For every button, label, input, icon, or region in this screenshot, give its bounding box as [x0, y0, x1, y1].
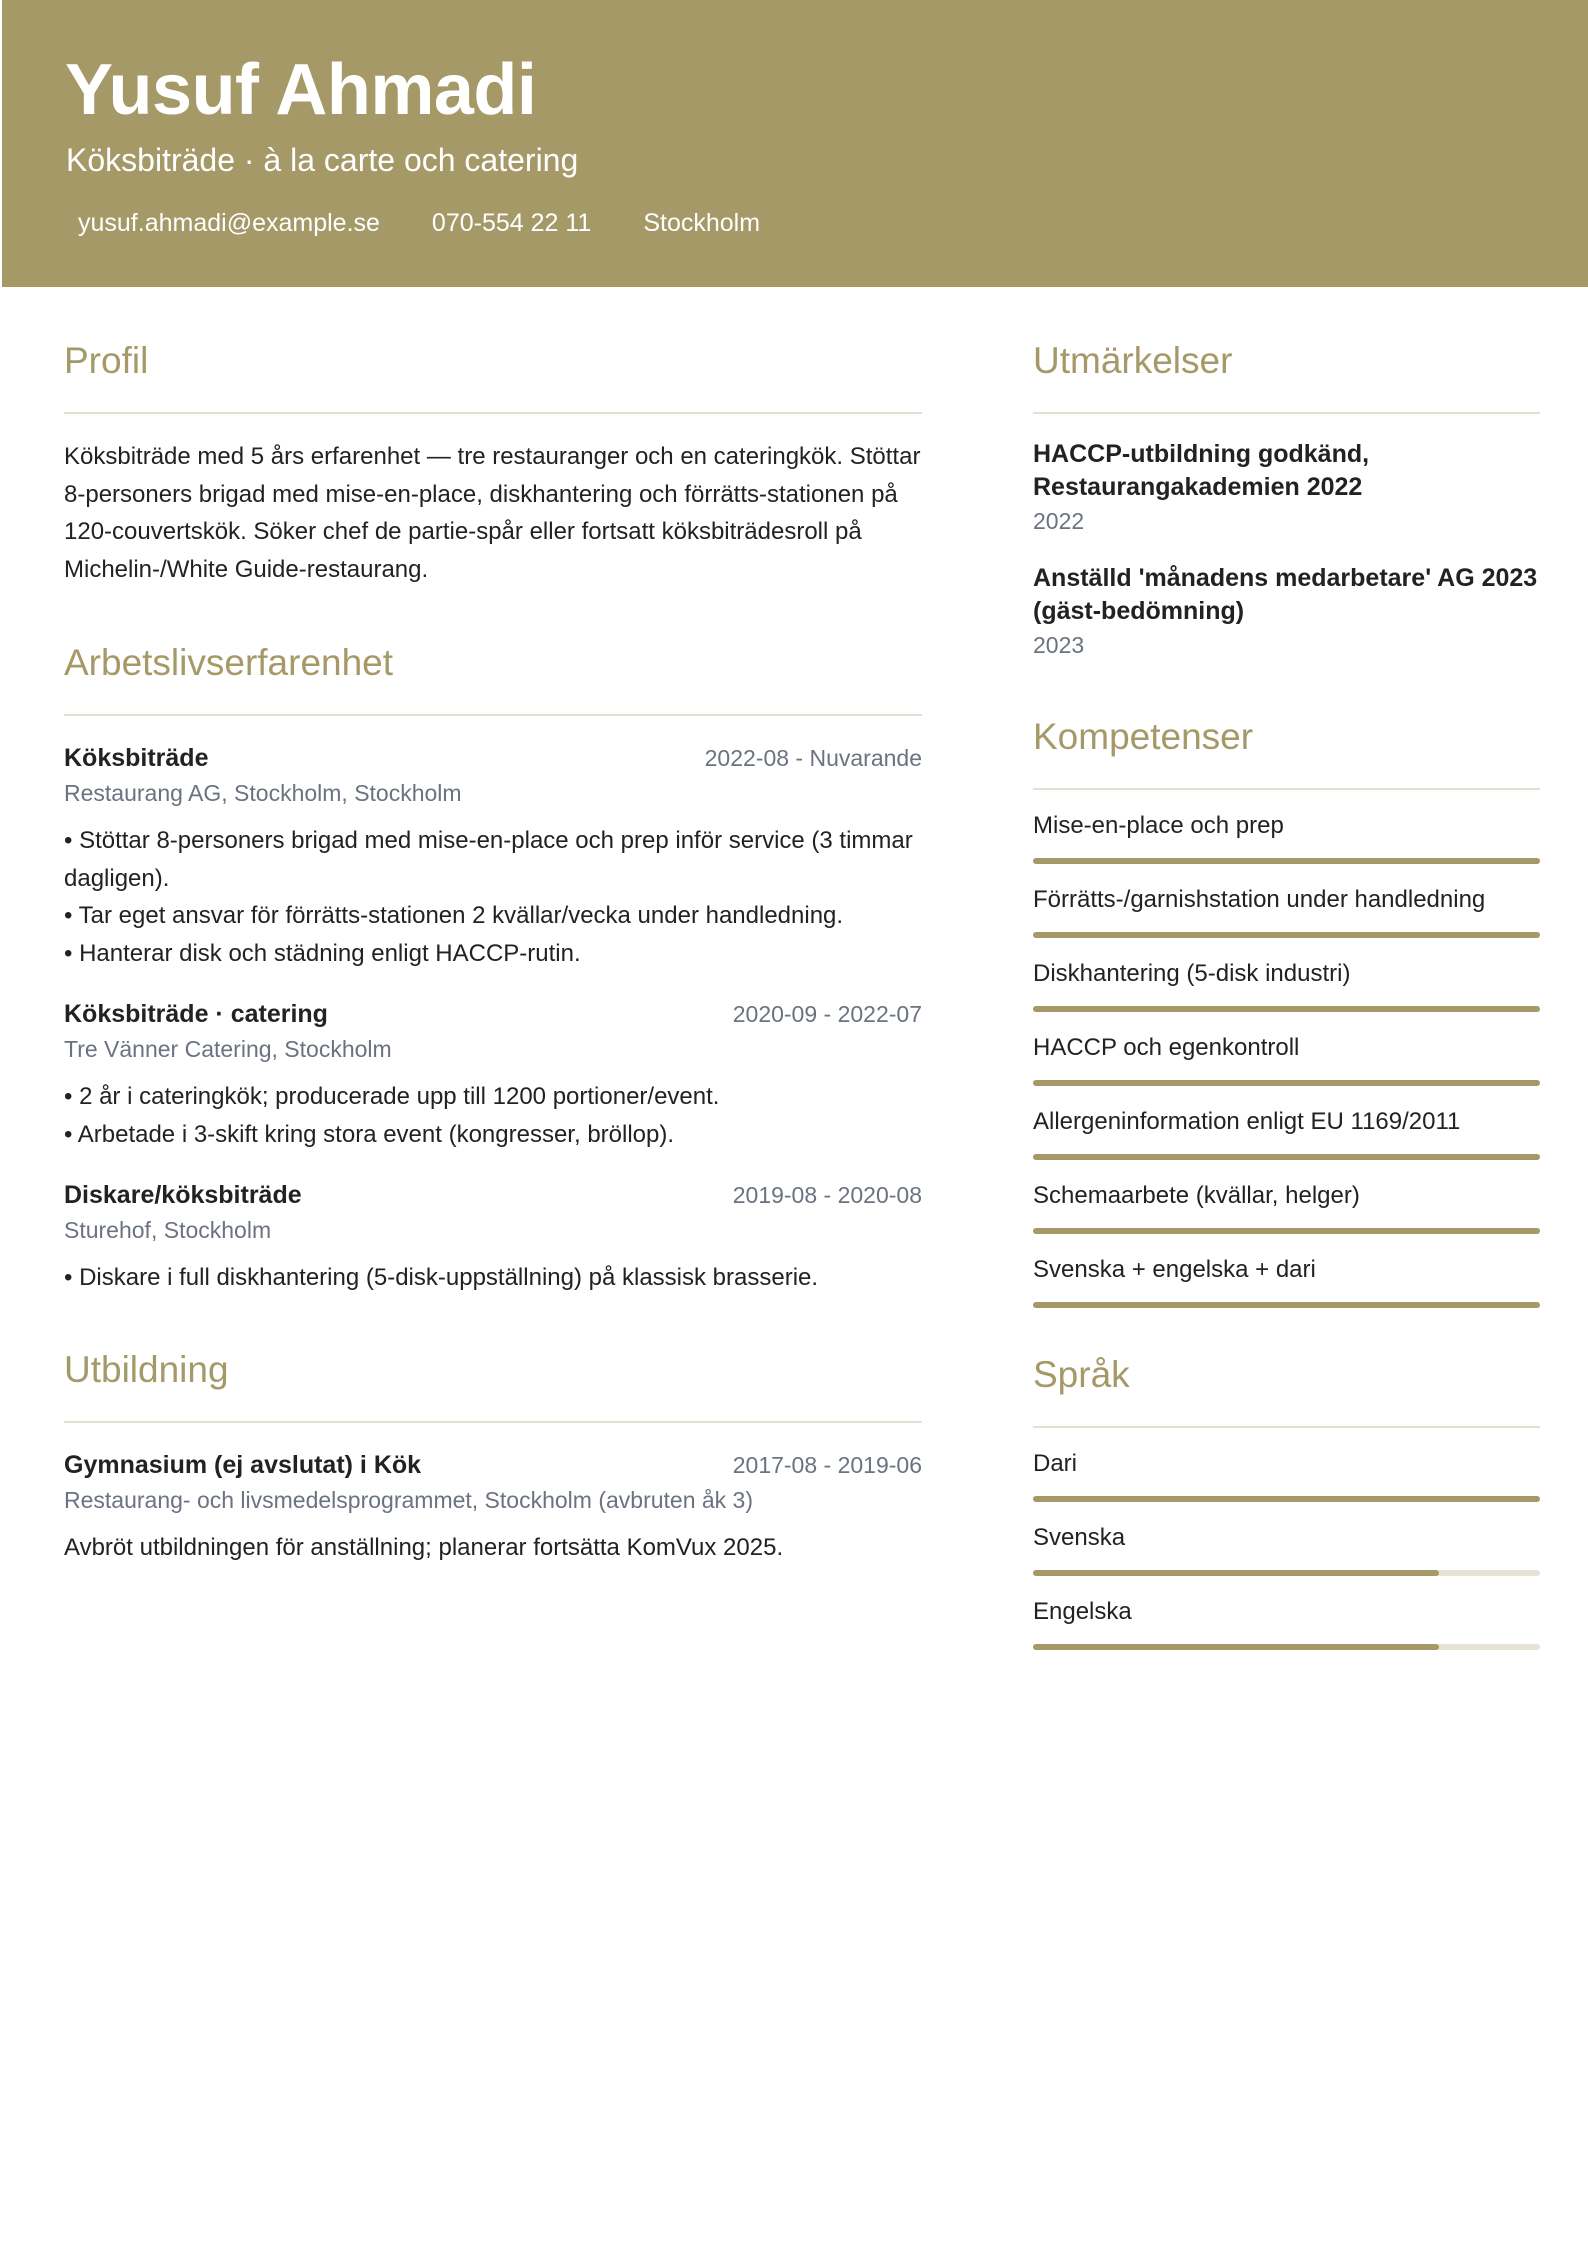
language-item	[1033, 1592, 1540, 1650]
language-level-track	[1033, 1570, 1540, 1576]
section-title-profile: Profil	[64, 340, 149, 381]
skill-level-track	[1033, 1302, 1540, 1308]
job-bullet: • Hanterar disk och städning enligt HACCP-rutin.	[64, 939, 581, 967]
skill-item	[1033, 806, 1540, 864]
skills-list	[1033, 806, 1540, 1308]
award-title: Anställd 'månadens medarbetare' AG 2023 (gäst-bedömning)	[1033, 564, 1538, 625]
section-title-skills: Kompetenser	[1033, 716, 1254, 757]
skill-label: Svenska + engelska + dari	[1033, 1256, 1316, 1283]
skills-section	[1033, 706, 1540, 1308]
skill-label: Mise-en-place och prep	[1033, 812, 1284, 839]
job-bullet: • Diskare i full diskhantering (5-disk-uppställning) på klassisk brasserie.	[64, 1264, 819, 1291]
skill-item	[1033, 1102, 1540, 1160]
skill-level-track	[1033, 1080, 1540, 1086]
job-employer: Restaurang AG, Stockholm, Stockholm	[64, 780, 462, 806]
languages-list	[1033, 1444, 1540, 1650]
job-title: Diskare/köksbiträde	[64, 1181, 302, 1209]
skill-level-track	[1033, 932, 1540, 938]
candidate-headline: Köksbiträde · à la carte och catering	[66, 142, 579, 178]
award-year: 2023	[1033, 632, 1085, 658]
section-divider	[64, 1421, 922, 1423]
skill-level-fill	[1033, 1302, 1540, 1308]
job-bullet: • Arbetade i 3-skift kring stora event (kongresser, bröllop).	[64, 1120, 675, 1148]
award-item	[1033, 562, 1540, 662]
languages-section	[1033, 1344, 1540, 1650]
skill-level-fill	[1033, 1080, 1540, 1086]
section-divider	[64, 714, 922, 716]
contact-phone: 070-554 22 11	[431, 209, 592, 237]
education-school: Restaurang- och livsmedelsprogrammet, Stockholm (avbruten åk 3)	[64, 1486, 754, 1513]
main-column	[64, 330, 922, 1566]
section-divider	[1033, 788, 1540, 790]
experience-section	[64, 632, 922, 1297]
skill-level-fill	[1033, 932, 1540, 938]
job-bullets	[64, 822, 922, 972]
section-title-experience: Arbetslivserfarenhet	[64, 642, 394, 683]
education-section	[64, 1339, 922, 1567]
language-item	[1033, 1444, 1540, 1502]
award-title: HACCP-utbildning godkänd, Restaurangakademien 2022	[1033, 440, 1370, 501]
award-item	[1033, 438, 1540, 538]
skill-level-track	[1033, 1154, 1540, 1160]
education-title: Gymnasium (ej avslutat) i Kök	[64, 1450, 422, 1479]
skill-level-fill	[1033, 1228, 1540, 1234]
section-divider	[1033, 412, 1540, 414]
skill-item	[1033, 954, 1540, 1012]
experience-entry	[64, 740, 922, 972]
skill-label: Allergeninformation enligt EU 1169/2011	[1033, 1108, 1461, 1135]
language-level-track	[1033, 1644, 1540, 1650]
language-level-fill	[1033, 1570, 1439, 1576]
award-year: 2022	[1033, 508, 1085, 534]
profile-summary: Köksbiträde med 5 års erfarenhet — tre restauranger och en cateringkök. Stöttar 8-personers brigad med mise-en-place, diskhantering och förrätts-stationen på 120-couvertskök. Söker chef de partie-spår eller fortsatt köksbiträdesroll på Michelin-/White Guide-restaurang.	[64, 443, 921, 583]
language-level-fill	[1033, 1496, 1540, 1502]
skill-level-fill	[1033, 1154, 1540, 1160]
experience-entry	[64, 996, 922, 1153]
resume-header	[2, 0, 1588, 287]
section-divider	[64, 412, 922, 414]
skill-level-track	[1033, 858, 1540, 864]
section-title-awards: Utmärkelser	[1033, 340, 1233, 381]
job-bullet: • Tar eget ansvar för förrätts-stationen 2 kvällar/vecka under handledning.	[64, 902, 844, 929]
language-level-track	[1033, 1496, 1540, 1502]
education-entry	[64, 1447, 922, 1567]
job-bullets	[64, 1259, 922, 1297]
language-label: Dari	[1033, 1450, 1078, 1477]
skill-label: Diskhantering (5-disk industri)	[1033, 960, 1351, 987]
contact-row	[78, 206, 760, 240]
section-divider	[1033, 1426, 1540, 1428]
section-title-languages: Språk	[1033, 1354, 1130, 1395]
profile-section	[64, 330, 922, 588]
skill-level-track	[1033, 1228, 1540, 1234]
job-employer: Sturehof, Stockholm	[64, 1217, 272, 1243]
skill-item	[1033, 1176, 1540, 1234]
skill-item	[1033, 1250, 1540, 1308]
skill-label: HACCP och egenkontroll	[1033, 1034, 1300, 1061]
job-dates: 2022-08 - Nuvarande	[704, 745, 922, 771]
awards-section	[1033, 330, 1540, 662]
contact-email: yusuf.ahmadi@example.se	[78, 209, 380, 237]
skill-level-fill	[1033, 1006, 1540, 1012]
skill-item	[1033, 880, 1540, 938]
language-label: Svenska	[1033, 1524, 1126, 1551]
job-dates: 2020-09 - 2022-07	[732, 1001, 922, 1027]
job-title: Köksbiträde	[64, 744, 209, 772]
job-bullet: • 2 år i cateringkök; producerade upp till 1200 portioner/event.	[64, 1083, 720, 1110]
skill-item	[1033, 1028, 1540, 1086]
job-employer: Tre Vänner Catering, Stockholm	[64, 1036, 392, 1062]
side-column	[1033, 330, 1540, 1650]
job-dates: 2019-08 - 2020-08	[732, 1182, 922, 1208]
job-bullet: • Stöttar 8-personers brigad med mise-en-place och prep inför service (3 timmar dagligen).	[64, 827, 913, 892]
skill-label: Schemaarbete (kvällar, helger)	[1033, 1182, 1360, 1209]
skill-level-fill	[1033, 858, 1540, 864]
candidate-name: Yusuf Ahmadi	[65, 50, 537, 130]
skill-label: Förrätts-/garnishstation under handledning	[1033, 886, 1486, 913]
experience-entry	[64, 1177, 922, 1297]
job-title: Köksbiträde · catering	[64, 1000, 328, 1028]
skill-level-track	[1033, 1006, 1540, 1012]
education-note: Avbröt utbildningen för anställning; planerar fortsätta KomVux 2025.	[64, 1533, 784, 1561]
education-dates: 2017-08 - 2019-06	[732, 1451, 922, 1478]
language-label: Engelska	[1033, 1598, 1132, 1625]
section-title-education: Utbildning	[64, 1348, 229, 1390]
language-item	[1033, 1518, 1540, 1576]
job-bullets	[64, 1078, 922, 1153]
contact-location: Stockholm	[643, 209, 761, 237]
language-level-fill	[1033, 1644, 1439, 1650]
